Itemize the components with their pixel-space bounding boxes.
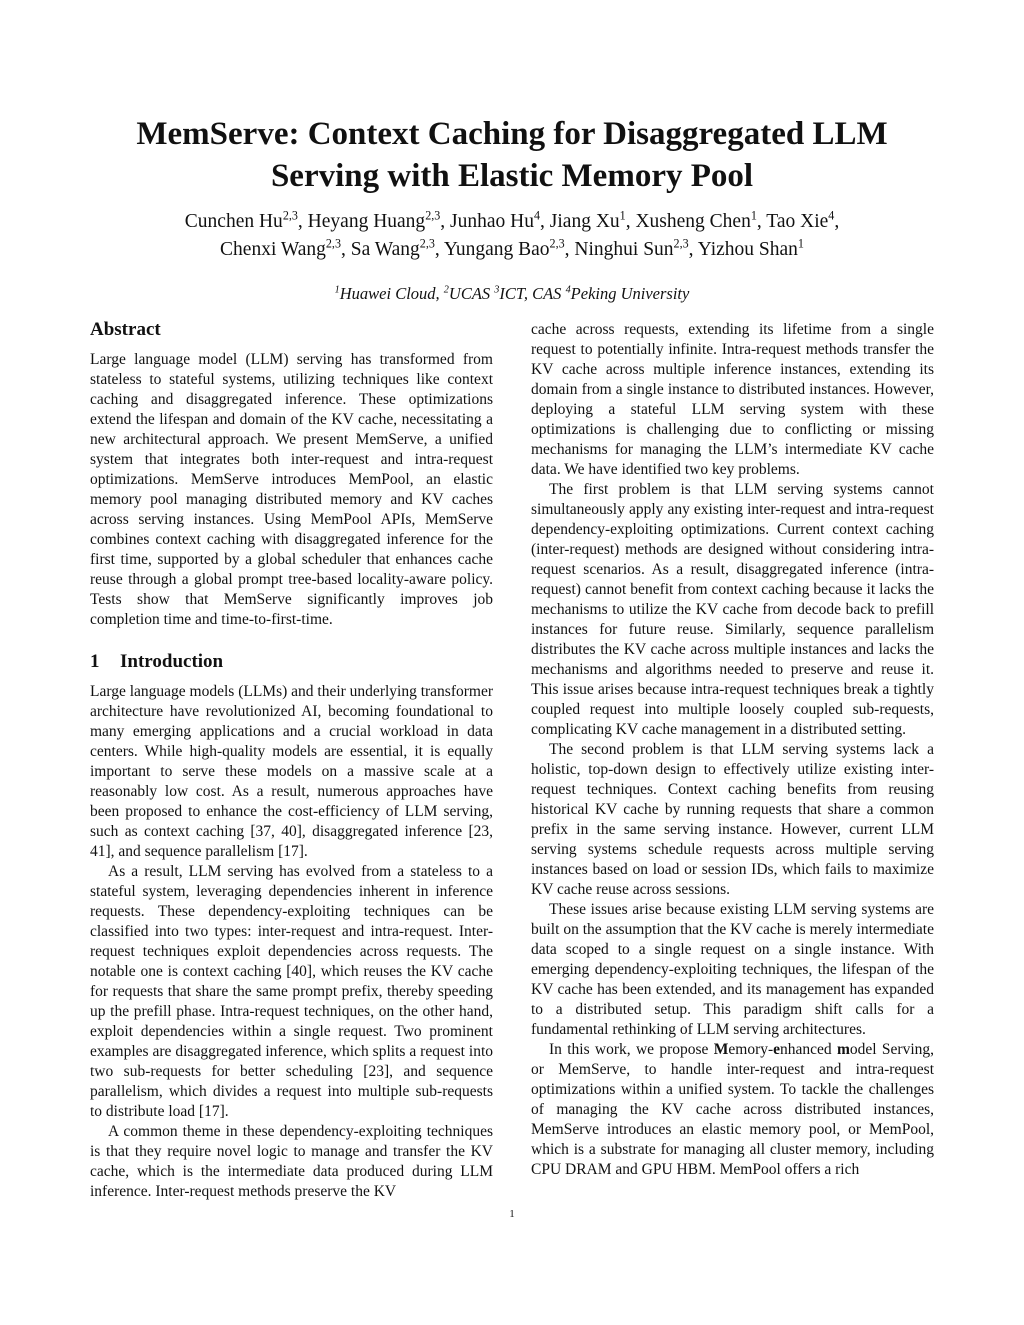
author-separator: , (625, 211, 636, 232)
author-name: Tao Xie (766, 211, 829, 232)
author-affiliation-mark: 2,3 (282, 208, 298, 223)
affiliation-mark: 2 (443, 284, 449, 296)
author-separator: , (834, 211, 840, 232)
affiliation-mark: 3 (494, 284, 500, 296)
abstract-heading: Abstract (90, 319, 161, 340)
author-affiliation-mark: 1 (797, 236, 804, 251)
intro-paragraph: As a result, LLM serving has evolved from a stateless to a stateful system, leveraging dependencies inherent in inference requests. These dependency-exploiting techniques can be classified into two types: inter-request and intra-request. Inter-request techniques exploit dependencies across requests. The notable one is context caching [40], which reuses the KV cache for requests that share the same prompt prefix, thereby speeding up the prefill phase. Intra-request techniques, on the other hand, exploit dependencies within a single request. Two prominent examples are disaggregated inference, which splits a request into two sub-requests for better scheduling [23], and sequence parallelism, which divides a request into multiple sub-requests to distribute load [17]. (90, 863, 493, 1120)
author-name: Jiang Xu (549, 211, 620, 232)
text-run: odel Serving, or MemServe, to handle inter-request and intra-request optimizations within a unified system. To tackle the challenges of managing the KV cache across distributed instances, MemServe introduces an elastic memory pool, or MemPool, which is a substrate for managing all cluster memory, including CPU DRAM and GPU HBM. MemPool offers a rich (531, 1041, 935, 1178)
author-separator: , (297, 211, 308, 232)
author-name: Yizhou Shan (697, 239, 798, 260)
author-name: Cunchen Hu (184, 211, 283, 232)
author-affiliation-mark: 2,3 (325, 236, 341, 251)
author-affiliation-mark: 1 (619, 208, 626, 223)
author-separator: , (564, 239, 575, 260)
author-affiliation-mark: 2,3 (673, 236, 689, 251)
section-title: Introduction (120, 651, 224, 672)
author-list (0, 208, 1024, 264)
section-number: 1 (90, 651, 100, 672)
intro-paragraph: Large language models (LLMs) and their underlying transformer architecture have revolutionized AI, becoming foundational to many emerging applications and a crucial workload in data centers. While high-quality models are essential, it is equally important to serve these models on a massive scale at a reasonably low cost. As a result, numerous approaches have been proposed to enhance the cost-efficiency of LLM serving, such as context caching [37, 40], disaggregated inference [23, 41], and sequence parallelism [17]. (90, 683, 494, 860)
author-affiliation-mark: 2,3 (419, 236, 435, 251)
author-name: Junhao Hu (450, 211, 534, 232)
affiliation-name: Peking University (570, 284, 690, 303)
author-affiliation-mark: 2,3 (549, 236, 565, 251)
intro-paragraph: The second problem is that LLM serving systems lack a holistic, top-down design to effectively utilize existing inter-request techniques. Context caching benefits from reusing historical KV cache by running requests that share a common prefix in the same serving instance. However, current LLM serving systems schedule requests across multiple serving instances based on load or session IDs, which fails to maximize KV cache reuse across sessions. (531, 741, 934, 898)
author-separator: , (756, 211, 767, 232)
intro-paragraph: A common theme in these dependency-exploiting techniques is that they require novel logic to manage and transfer the KV cache, which is the intermediate data produced during LLM inference. Inter-request methods preserve the KV (90, 1123, 493, 1200)
intro-paragraph-memserve (531, 1040, 934, 1180)
paper-title (0, 113, 1024, 197)
emphasis-letter: M (713, 1041, 729, 1058)
author-line-1 (0, 208, 1024, 236)
section-heading-introduction (90, 650, 493, 674)
text-run: emory- (728, 1041, 774, 1058)
emphasis-letter: m (837, 1041, 850, 1058)
author-name: Ninghui Sun (574, 239, 674, 260)
author-name: Heyang Huang (307, 211, 426, 232)
text-run: nhanced (780, 1041, 837, 1058)
author-separator: , (440, 211, 451, 232)
intro-paragraph: The first problem is that LLM serving systems cannot simultaneously apply any existing inter-request and intra-request dependency-exploiting optimizations. Current context caching (inter-request) methods are designed without considering intra-request scenarios. As a result, disaggregated inference (intra-request) cannot benefit from context caching because it lacks the mechanisms to utilize the KV cache from decode back to prefill instances for future reuse. Similarly, sequence parallelism distributes the KV cache across multiple instances and lacks the mechanisms and algorithms needed to preserve and reuse it. This issue arises because intra-request techniques break a tightly coupled request into multiple loosely coupled sub-requests, complicating KV cache management in a distributed setting. (531, 481, 934, 738)
right-column (531, 320, 934, 1180)
affiliation-name: ICT, CAS (499, 284, 566, 303)
page-number: 1 (509, 1208, 515, 1220)
title-line-2: Serving with Elastic Memory Pool (270, 158, 754, 194)
author-separator: , (540, 211, 550, 232)
abstract-text: Large language model (LLM) serving has transformed from stateless to stateful systems, utilizing techniques like context caching and disaggregated inference. These optimizations extend the lifespan and domain of the KV cache, necessitating a new architectural approach. We present MemServe, a unified system that integrates both inter-request and intra-request optimizations. MemServe introduces MemPool, an elastic memory pool managing distributed memory and KV caches across serving instances. Using MemPool APIs, MemServe combines context caching with disaggregated inference for the first time, supported by a global scheduler that enhances cache reuse through a global prompt tree-based locality-aware policy. Tests show that MemServe significantly improves job completion time and time-to-first-time. (90, 351, 493, 628)
intro-paragraph: These issues arise because existing LLM serving systems are built on the assumption that the KV cache is merely intermediate data scoped to a single request on a single instance. With emerging dependency-exploiting techniques, the lifespan of the KV cache has been extended, and its management has expanded to a distributed setup. This paradigm shift calls for a fundamental rethinking of LLM serving architectures. (531, 901, 934, 1038)
author-line-2 (0, 236, 1024, 264)
intro-paragraph: cache across requests, extending its lifetime from a single request to potentially infinite. Intra-request methods transfer the KV cache across multiple inference instances, extending its domain from a single instance to distributed instances. However, deploying a stateful LLM serving system with these optimizations is challenging due to conflicting or missing mechanisms for managing the LLM’s intermediate KV cache data. We have identified two key problems. (531, 321, 934, 478)
author-affiliation-mark: 2,3 (425, 208, 441, 223)
author-affiliation-mark: 4 (828, 208, 835, 223)
author-separator: , (434, 239, 444, 260)
affiliations (0, 282, 1024, 306)
author-separator: , (688, 239, 698, 260)
author-affiliation-mark: 1 (750, 208, 757, 223)
affiliation-mark: 4 (565, 284, 571, 296)
left-column (90, 318, 493, 1202)
author-affiliation-mark: 4 (534, 208, 541, 223)
affiliation-name: Huawei Cloud, (339, 284, 444, 303)
author-name: Chenxi Wang (220, 239, 326, 260)
author-separator: , (341, 239, 351, 260)
author-name: Xusheng Chen (635, 211, 751, 232)
author-name: Sa Wang (350, 239, 420, 260)
text-run: In this work, we propose (549, 1041, 714, 1058)
author-name: Yungang Bao (443, 239, 550, 260)
emphasis-letter: e (773, 1041, 781, 1058)
affiliation-name: UCAS (448, 284, 495, 303)
affiliation-mark: 1 (334, 284, 340, 296)
title-line-1: MemServe: Context Caching for Disaggregated LLM (136, 116, 888, 152)
